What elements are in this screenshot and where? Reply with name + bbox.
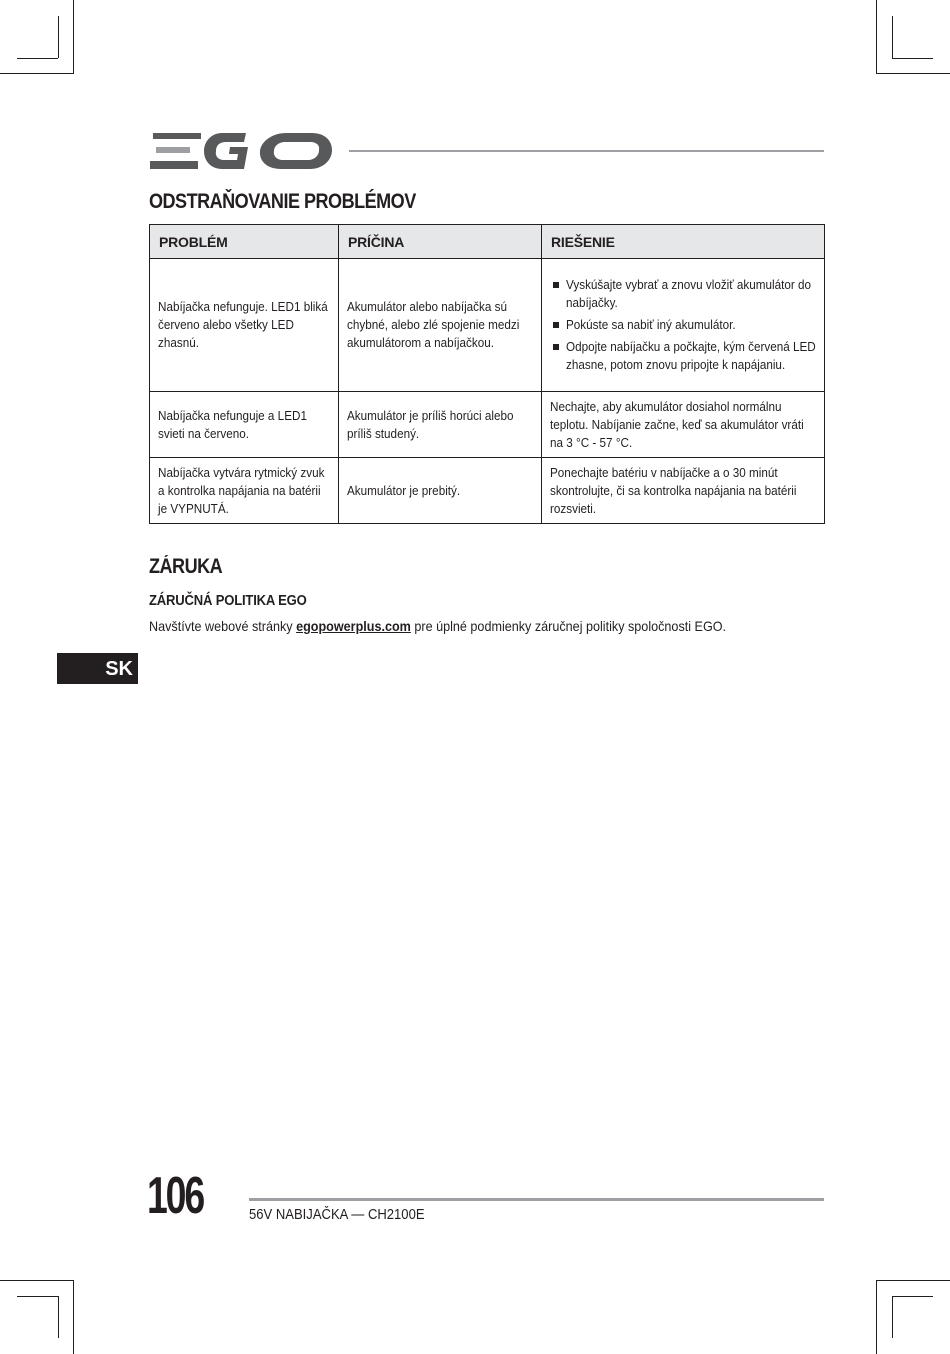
crop-mark: [73, 1280, 74, 1354]
solution-item-text: Odpojte nabíjačku a počkajte, kým červená LED zhasne, potom znovu pripojte k napájaniu.: [566, 339, 816, 372]
solution-item-text: Vyskúšajte vybrať a znovu vložiť akumulátor do nabíjačky.: [566, 277, 812, 310]
table-header-row: [150, 225, 825, 259]
solution-cell: [542, 392, 825, 458]
page-number: 106: [147, 1167, 203, 1225]
solution-item-text: Pokúste sa nabiť iný akumulátor.: [566, 317, 736, 332]
footer-rule: [249, 1198, 824, 1201]
cause-text: Akumulátor alebo nabíjačka sú chybné, alebo zlé spojenie medzi akumulátorom a nabíjačkou.: [347, 299, 520, 350]
problem-text: Nabíjačka nefunguje. LED1 bliká červeno alebo všetky LED zhasnú.: [158, 299, 328, 350]
problem-text: Nabíjačka vytvára rytmický zvuk a kontrolka napájania na batérii je VYPNUTÁ.: [158, 464, 325, 516]
table-row: [150, 259, 825, 392]
crop-mark: [892, 1296, 893, 1338]
problem-cell: [150, 458, 339, 524]
table-row: [150, 458, 825, 524]
crop-mark: [876, 0, 877, 74]
crop-mark: [876, 1280, 877, 1354]
crop-mark: [876, 1280, 950, 1281]
solution-text: Nechajte, aby akumulátor dosiahol normálnu teplotu. Nabíjanie začne, keď sa akumulátor vráti na 3 °C - 57 °C.: [550, 398, 804, 450]
warranty-link[interactable]: egopowerplus.com: [296, 618, 411, 634]
cause-text: Akumulátor je príliš horúci alebo príliš studený.: [347, 407, 514, 441]
solution-list: [550, 276, 816, 374]
troubleshooting-table: [149, 224, 825, 524]
cause-cell: [339, 392, 542, 458]
crop-mark: [0, 73, 74, 74]
column-header-cause: PRÍČINA: [339, 225, 542, 259]
warranty-subtitle: ZÁRUČNÁ POLITIKA EGO: [149, 593, 307, 609]
warranty-text-after: pre úplné podmienky záručnej politiky spoločnosti EGO.: [410, 618, 727, 634]
column-header-solution: RIEŠENIE: [542, 225, 825, 259]
crop-mark: [892, 58, 933, 59]
crop-mark: [17, 58, 58, 59]
warranty-title: ZÁRUKA: [149, 555, 223, 578]
problem-cell: [150, 259, 339, 392]
table-row: [150, 392, 825, 458]
cause-text: Akumulátor je prebitý.: [347, 482, 461, 498]
warranty-text: [149, 618, 726, 634]
header-rule: [349, 150, 824, 152]
crop-mark: [58, 16, 59, 58]
crop-mark: [876, 73, 950, 74]
problem-text: Nabíjačka nefunguje a LED1 svieti na červeno.: [158, 407, 307, 441]
crop-mark: [58, 1296, 59, 1338]
solution-item: [550, 316, 816, 334]
problem-cell: [150, 392, 339, 458]
footer-doc-title: 56V NABIJAČKA — CH2100E: [249, 1207, 425, 1223]
crop-mark: [892, 16, 893, 58]
crop-mark: [17, 1296, 58, 1297]
crop-mark: [0, 1280, 74, 1281]
solution-text: Ponechajte batériu v nabíjačke a o 30 minút skontrolujte, či sa kontrolka napájania na batérii rozsvieti.: [550, 464, 797, 516]
square-bullet-icon: [553, 282, 559, 288]
crop-mark: [892, 1296, 933, 1297]
square-bullet-icon: [553, 322, 559, 328]
column-header-problem: PROBLÉM: [150, 225, 339, 259]
solution-item: [550, 276, 816, 312]
warranty-text-before: Navštívte webové stránky: [149, 618, 297, 634]
solution-cell: [542, 458, 825, 524]
language-tab: SK: [57, 653, 138, 684]
ego-logo: [150, 130, 332, 172]
solution-cell: [542, 259, 825, 392]
cause-cell: [339, 259, 542, 392]
cause-cell: [339, 458, 542, 524]
solution-item: [550, 338, 816, 374]
square-bullet-icon: [553, 344, 559, 350]
troubleshooting-title: ODSTRAŇOVANIE PROBLÉMOV: [149, 190, 416, 213]
crop-mark: [73, 0, 74, 74]
